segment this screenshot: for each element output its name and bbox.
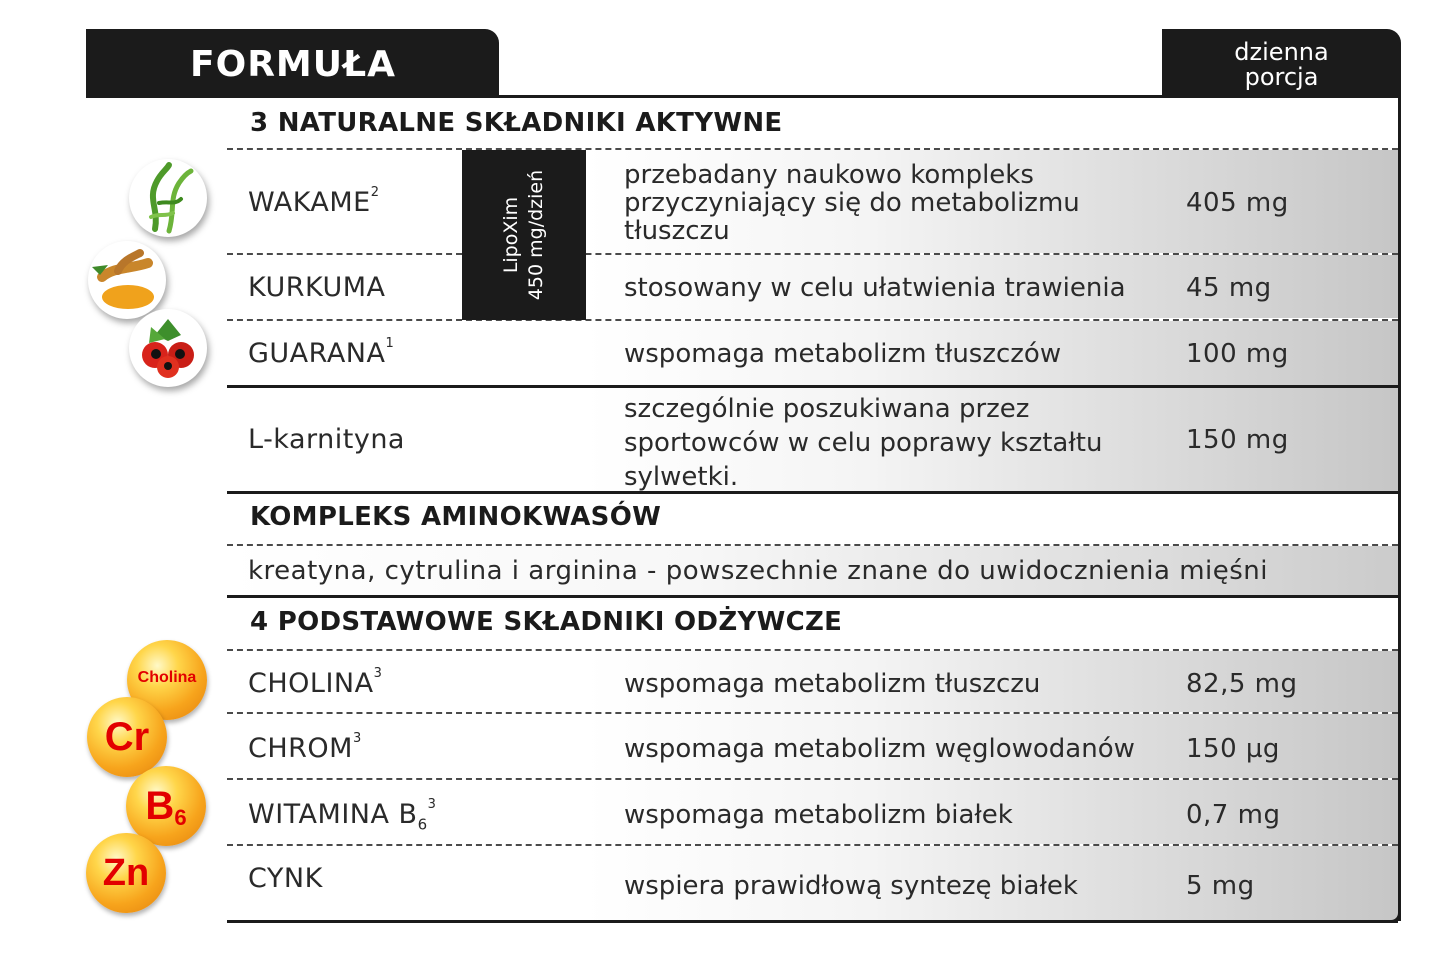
vitamin-b6-ball-icon: $B_6$ — [126, 766, 206, 846]
ingredient-witamina-b6: WITAMINA $B_6^3$ — [248, 797, 437, 834]
ingredient-kurkuma: KURKUMA — [248, 272, 386, 303]
desc-cynk: wspiera prawidłową syntezę białek — [624, 871, 1078, 901]
lipoxim-dose: 450 mg/dzień — [525, 169, 547, 301]
portion-label-line1: dzienna — [1234, 38, 1329, 66]
section-natural-heading: 3 NATURALNE SKŁADNIKI AKTYWNE — [250, 108, 783, 138]
desc-l-karnityna: szczególnie poszukiwana przez sportowców w celu poprawy kształtu sylwetki. — [624, 394, 1103, 492]
desc-chrom: wspomaga metabolizm węglowodanów — [624, 734, 1135, 764]
divider — [227, 649, 1398, 651]
amino-acids-text: kreatyna, cytrulina i arginina - powszechnie znane do uwidocznienia mięśni — [248, 556, 1268, 586]
divider-solid — [227, 385, 1398, 388]
desc-wakame: przebadany naukowo kompleks przyczyniający się do metabolizmu tłuszczu — [624, 160, 1080, 246]
amount-wakame: 405 mg — [1186, 188, 1289, 218]
desc-cholina: wspomaga metabolizm tłuszczu — [624, 669, 1041, 699]
zinc-ball-icon: Zn — [86, 833, 166, 913]
ingredient-l-karnityna: L-karnityna — [248, 424, 405, 455]
amount-kurkuma: 45 mg — [1186, 273, 1272, 303]
ingredient-chrom: CHROM$^3$ — [248, 731, 362, 764]
turmeric-icon — [88, 241, 166, 319]
divider — [227, 778, 1398, 780]
table-bottom-rule — [227, 920, 1398, 923]
amount-guarana: 100 mg — [1186, 339, 1289, 369]
guarana-berries-icon — [129, 309, 207, 387]
desc-witamina-b6: wspomaga metabolizm białek — [624, 800, 1013, 830]
divider — [227, 148, 1398, 150]
section-basic-heading: 4 PODSTAWOWE SKŁADNIKI ODŻYWCZE — [250, 607, 843, 637]
formula-title: FORMUŁA — [86, 29, 499, 97]
amount-chrom: 150 µg — [1186, 734, 1280, 764]
amount-l-karnityna: 150 mg — [1186, 425, 1289, 455]
amount-cholina: 82,5 mg — [1186, 669, 1298, 699]
wakame-seaweed-icon — [129, 159, 207, 237]
divider-solid — [227, 595, 1398, 598]
ingredient-cholina: CHOLINA$^3$ — [248, 666, 383, 699]
desc-guarana: wspomaga metabolizm tłuszczów — [624, 339, 1062, 369]
divider — [227, 544, 1398, 546]
divider — [227, 712, 1398, 714]
ingredient-wakame: WAKAME$^2$ — [248, 185, 380, 218]
divider — [227, 319, 1398, 321]
ingredient-cynk: CYNK — [248, 863, 323, 894]
section-amino-heading: KOMPLEKS AMINOKWASÓW — [250, 502, 662, 532]
lipoxim-name: LipoXim — [500, 196, 522, 274]
divider — [227, 844, 1398, 846]
ingredient-guarana: GUARANA$^1$ — [248, 336, 395, 369]
amount-witamina-b6: 0,7 mg — [1186, 800, 1281, 830]
portion-label-line2: porcja — [1244, 63, 1319, 91]
chromium-ball-icon: Cr — [87, 697, 167, 777]
header-rule — [86, 95, 1401, 98]
divider — [227, 253, 1398, 255]
table-right-border — [1398, 95, 1401, 921]
cholina-ball-icon: Cholina — [127, 640, 207, 720]
amount-cynk: 5 mg — [1186, 871, 1255, 901]
daily-portion-header — [1162, 29, 1401, 97]
desc-kurkuma: stosowany w celu ułatwienia trawienia — [624, 273, 1126, 303]
lipoxim-block — [462, 150, 586, 320]
